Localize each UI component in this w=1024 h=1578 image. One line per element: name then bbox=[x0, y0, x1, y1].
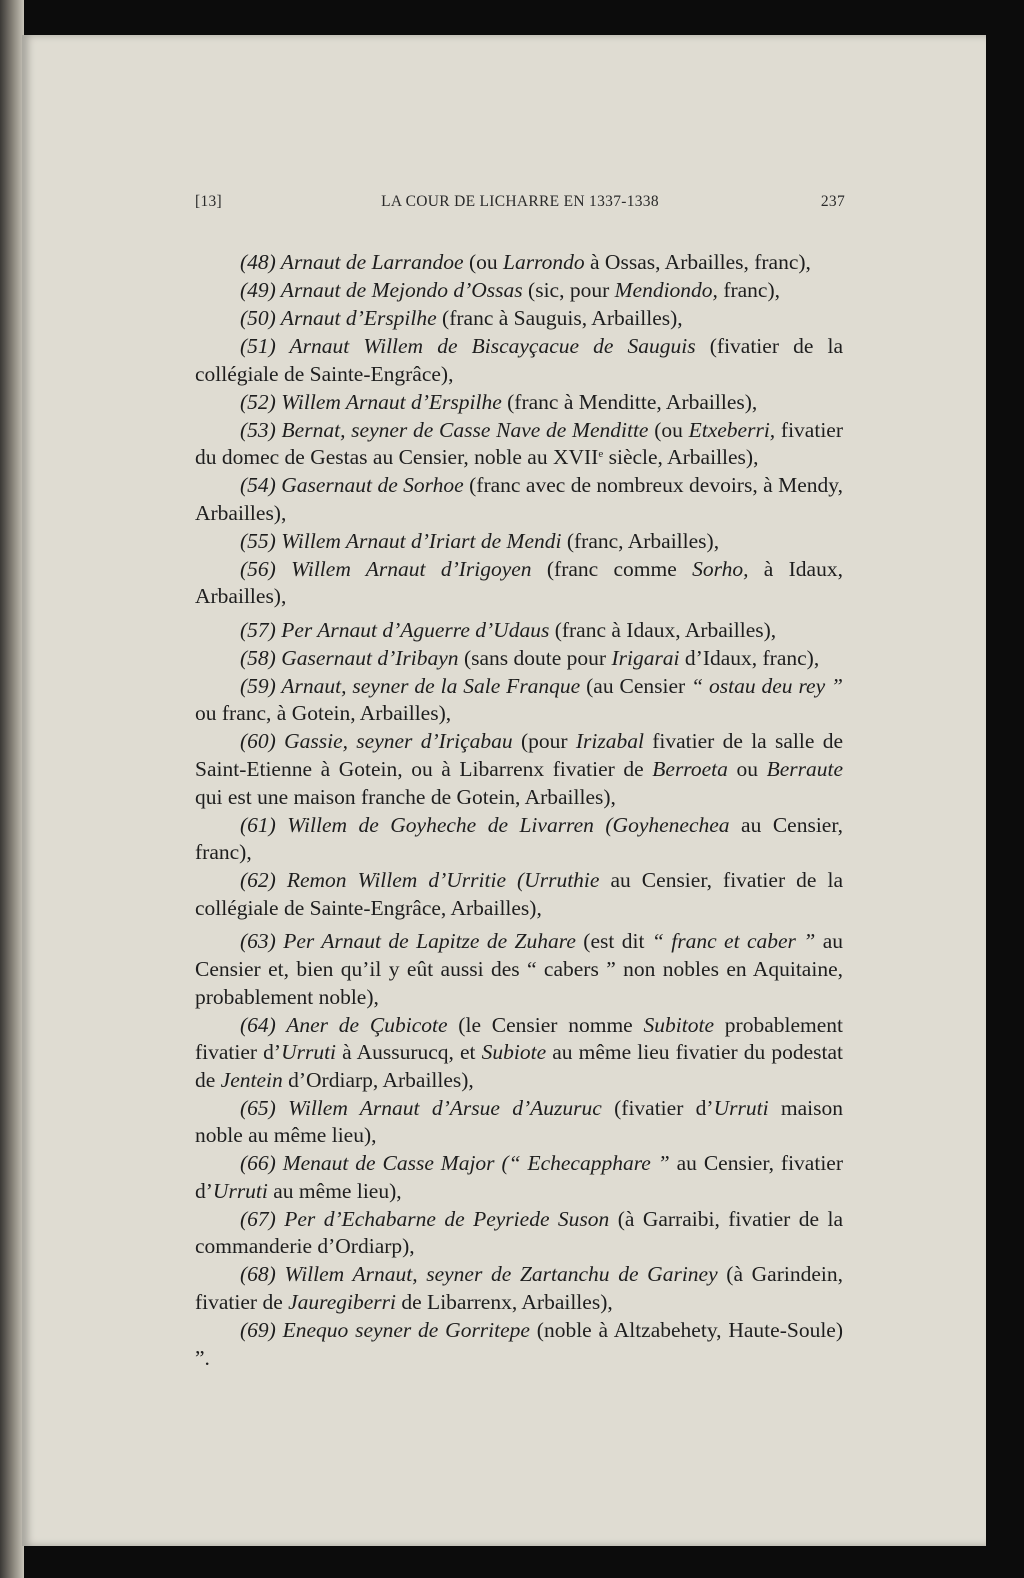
entry-name-italic: (54) Gasernaut de Sorhoe bbox=[240, 473, 464, 498]
running-header bbox=[195, 193, 845, 215]
list-entry bbox=[195, 1095, 843, 1150]
list-entry bbox=[195, 673, 843, 728]
entry-text: (ou bbox=[463, 250, 503, 274]
entry-text: (est dit bbox=[575, 929, 652, 954]
entry-name-italic: (49) Arnaut de Mejondo d’Ossas bbox=[240, 277, 523, 302]
entry-name-italic: (63) Per Arnaut de Lapitze de Zuhare bbox=[240, 929, 576, 954]
entry-text: (noble à Altzabehety, Haute-Soule) ”. bbox=[195, 1317, 843, 1370]
book-spine bbox=[0, 0, 24, 1578]
list-entry bbox=[195, 1206, 843, 1261]
entry-text: de Libarrenx, Arbailles), bbox=[396, 1290, 613, 1314]
entry-name-italic: Urruti bbox=[281, 1040, 337, 1065]
entry-text: au Censier, fivatier d’ bbox=[195, 1151, 843, 1203]
entry-name-italic: (61) Willem de Goyheche de Livarren (Goyhenechea bbox=[240, 812, 730, 837]
entry-text: siècle, Arbailles), bbox=[603, 445, 759, 470]
entry-name-italic: (68) Willem Arnaut, seyner de Zartanchu de Gariney bbox=[240, 1262, 718, 1287]
list-entry bbox=[195, 728, 843, 811]
entry-text: (franc à Idaux, Arbailles), bbox=[549, 617, 777, 642]
entry-name-italic: Subiote bbox=[481, 1040, 547, 1065]
entry-text: franc), bbox=[717, 277, 781, 302]
entry-text: e bbox=[598, 448, 604, 461]
entry-name-italic: Urruti bbox=[713, 1095, 769, 1120]
entry-text: (sic, pour bbox=[522, 277, 615, 302]
list-entry bbox=[195, 645, 843, 673]
entry-text: (au Censier bbox=[580, 673, 692, 698]
entry-text: à Idaux, Arbailles), bbox=[195, 556, 843, 609]
entry-name-italic: (58) Gasernaut d’Iribayn bbox=[240, 645, 459, 670]
entry-text: fivatier du domec de Gestas au Censier, noble au XVII bbox=[195, 417, 843, 470]
entry-name-italic: (69) Enequo seyner de Gorritepe bbox=[240, 1317, 530, 1342]
entry-name-italic: (66) Menaut de Casse Major (“ Echecapphare ” bbox=[240, 1151, 670, 1176]
page-number: 237 bbox=[820, 193, 845, 210]
entry-text: maison noble au même lieu), bbox=[195, 1095, 843, 1148]
entry-text: ou franc, à Gotein, Arbailles), bbox=[195, 701, 452, 726]
entry-text: (à Garraibi, fivatier de la commanderie d’Ordiarp), bbox=[195, 1206, 843, 1259]
list-entry bbox=[195, 417, 843, 472]
entry-text: fivatier de la salle de Saint-Etienne à Gotein, ou à Libarrenx fivatier de bbox=[195, 729, 843, 781]
entry-text: (pour bbox=[512, 729, 576, 754]
list-entry bbox=[195, 1150, 843, 1205]
entry-text: à Ossas, Arbailles, franc), bbox=[584, 250, 811, 274]
list-entry bbox=[195, 617, 843, 645]
entry-name-italic: (64) Aner de Çubicote bbox=[240, 1012, 448, 1037]
entry-name-italic: Berroeta bbox=[652, 756, 728, 781]
list-entry bbox=[195, 812, 843, 867]
entry-name-italic: Mendiondo, bbox=[614, 277, 718, 302]
entry-text: (franc avec de nombreux devoirs, à Mendy, Arbailles), bbox=[195, 473, 843, 525]
entry-name-italic: “ franc et caber ” bbox=[651, 929, 816, 954]
entry-name-italic: (53) Bernat, seyner de Casse Nave de Menditte bbox=[240, 417, 649, 442]
entry-text: (ou bbox=[648, 417, 689, 442]
entry-name-italic: Berraute bbox=[766, 756, 843, 781]
entry-name-italic: Irigarai bbox=[611, 645, 680, 670]
list-entry bbox=[195, 277, 843, 305]
entry-name-italic: Etxeberri, bbox=[688, 417, 776, 442]
entry-name-italic: (59) Arnaut, seyner de la Sale Franque bbox=[240, 673, 581, 698]
entry-text: probablement fivatier d’ bbox=[195, 1012, 843, 1065]
entry-text: au même lieu), bbox=[267, 1178, 402, 1203]
entry-name-italic: “ ostau deu rey ” bbox=[691, 673, 844, 698]
list-entry bbox=[195, 1317, 843, 1372]
list-entry bbox=[195, 472, 843, 527]
entry-name-italic: Jauregiberri bbox=[288, 1290, 397, 1314]
list-entry bbox=[195, 1012, 843, 1095]
list-entry bbox=[195, 249, 843, 277]
entry-text: à Aussurucq, et bbox=[336, 1040, 482, 1065]
entry-text: (sans doute pour bbox=[458, 645, 612, 670]
list-entry bbox=[195, 867, 843, 922]
entry-name-italic: (67) Per d’Echabarne de Peyriede Suson bbox=[240, 1206, 610, 1231]
entry-text: (fivatier de la collégiale de Sainte-Engrâce), bbox=[195, 333, 844, 386]
running-title: LA COUR DE LICHARRE EN 1337-1338 bbox=[381, 193, 659, 210]
entry-text: (franc à Sauguis, Arbailles), bbox=[436, 305, 683, 330]
entry-text: au Censier, franc), bbox=[195, 812, 844, 865]
list-entry bbox=[195, 333, 843, 388]
entry-text: (le Censier nomme bbox=[447, 1012, 644, 1037]
entry-name-italic: (51) Arnaut Willem de Biscayçacue de Sauguis bbox=[240, 333, 696, 358]
entry-name-italic: (56) Willem Arnaut d’Irigoyen bbox=[240, 556, 532, 581]
section-number: [13] bbox=[195, 193, 223, 210]
entry-name-italic: Sorho, bbox=[692, 556, 749, 581]
list-entry bbox=[195, 556, 843, 611]
list-entry bbox=[195, 305, 843, 333]
entry-name-italic: (60) Gassie, seyner d’Iriçabau bbox=[240, 729, 513, 754]
entry-name-italic: (55) Willem Arnaut d’Iriart de Mendi bbox=[240, 528, 562, 553]
entry-name-italic: (48) Arnaut de Larrandoe bbox=[240, 250, 464, 274]
list-entry bbox=[195, 389, 843, 417]
entry-text: (fivatier d’ bbox=[601, 1095, 714, 1120]
entry-name-italic: (57) Per Arnaut d’Aguerre d’Udaus bbox=[240, 617, 550, 642]
entry-name-italic: Irizabal bbox=[575, 729, 644, 754]
entry-text: qui est une maison franche de Gotein, Arbailles), bbox=[195, 784, 616, 809]
entry-text: au Censier et, bien qu’il y eût aussi des “ cabers ” non nobles en Aquitaine, probablement noble), bbox=[195, 929, 844, 1009]
list-entry bbox=[195, 928, 843, 1011]
entry-text: (franc comme bbox=[531, 556, 693, 581]
entry-name-italic: (50) Arnaut d’Erspilhe bbox=[240, 305, 437, 330]
list-entry bbox=[195, 1261, 843, 1316]
entry-name-italic: (62) Remon Willem d’Urritie (Urruthie bbox=[240, 868, 600, 893]
entry-text: d’Idaux, franc), bbox=[679, 645, 820, 670]
entry-name-italic: Jentein bbox=[220, 1067, 283, 1092]
entry-text: (franc à Menditte, Arbailles), bbox=[501, 389, 758, 414]
entry-text: (franc, Arbailles), bbox=[561, 528, 720, 553]
entry-name-italic: (65) Willem Arnaut d’Arsue d’Auzuruc bbox=[240, 1095, 602, 1120]
entry-text: ou bbox=[727, 756, 767, 781]
entry-name-italic: Larrondo bbox=[502, 250, 585, 274]
entry-name-italic: Urruti bbox=[212, 1178, 268, 1203]
entry-text: au même lieu fivatier du podestat de bbox=[195, 1040, 843, 1092]
entry-text: au Censier, fivatier de la collégiale de Sainte-Engrâce, Arbailles), bbox=[195, 868, 843, 920]
entry-list bbox=[195, 249, 843, 1373]
entry-text: (à Garindein, fivatier de bbox=[195, 1262, 843, 1314]
entry-name-italic: Subitote bbox=[643, 1012, 714, 1037]
list-entry bbox=[195, 528, 843, 556]
entry-name-italic: (52) Willem Arnaut d’Erspilhe bbox=[240, 389, 502, 414]
entry-text: d’Ordiarp, Arbailles), bbox=[282, 1067, 474, 1092]
